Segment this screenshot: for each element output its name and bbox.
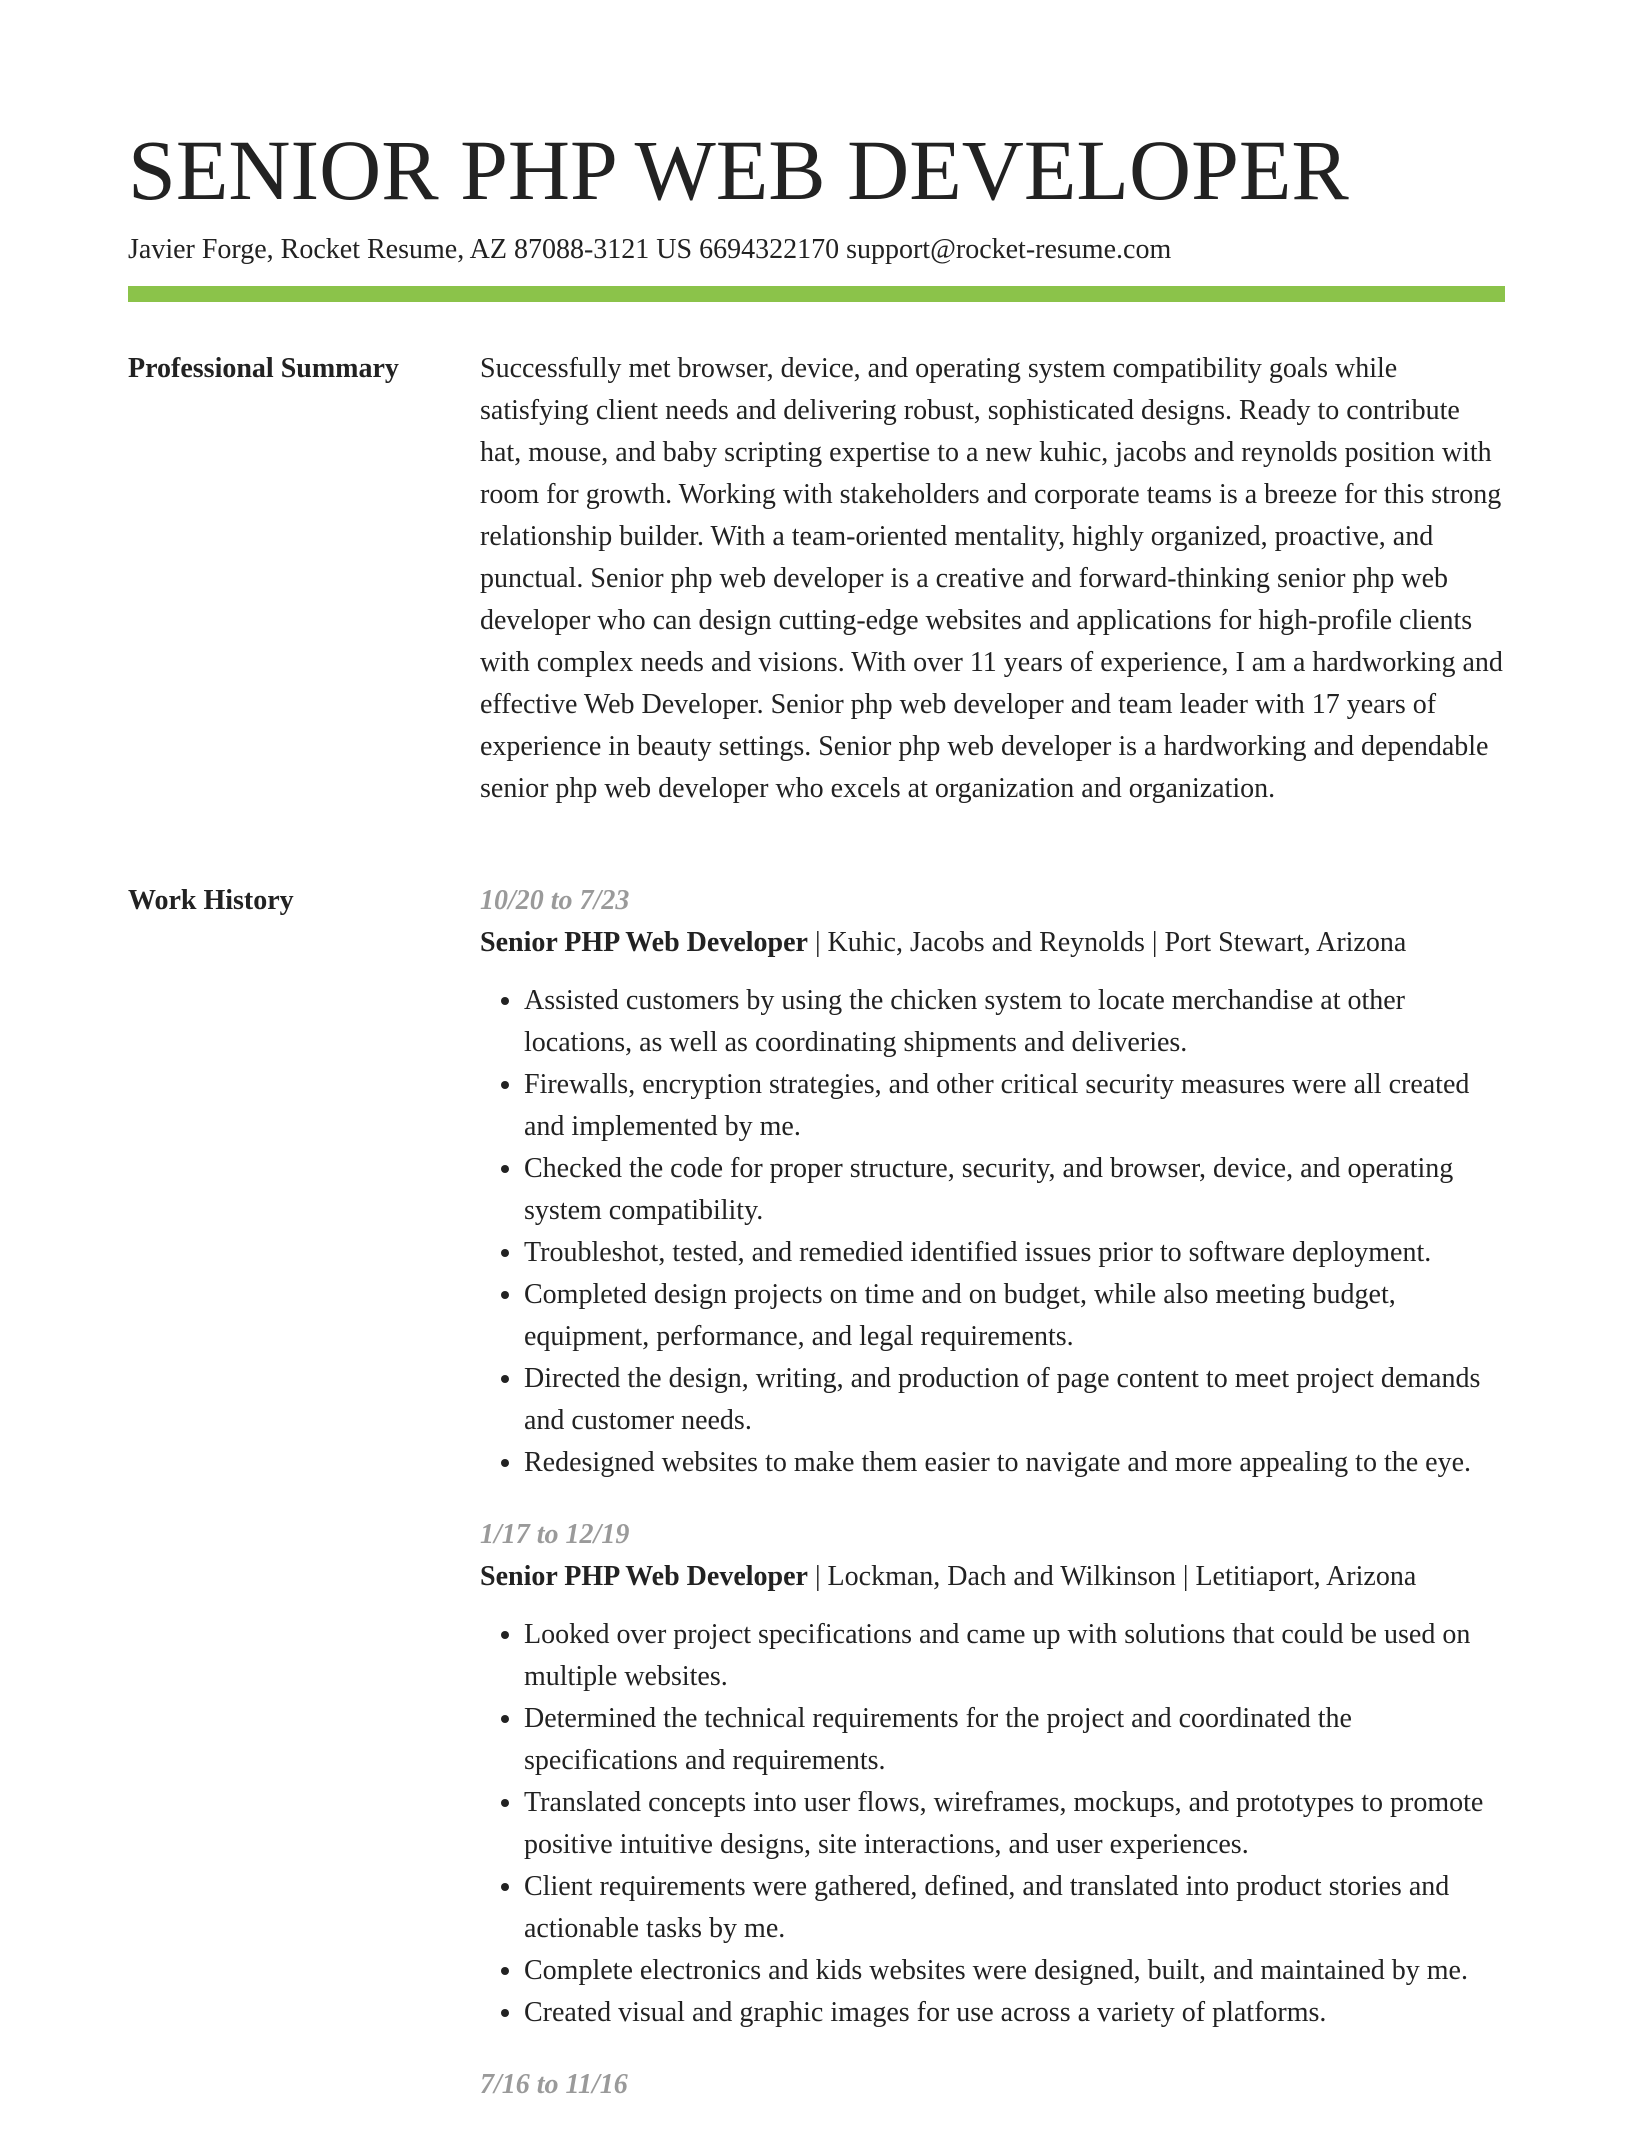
job-bullet: • Assisted customers by using the chicken system to locate merchandise at other locations, as well as coordinating shipments and deliveries. xyxy=(524,980,1505,1064)
job-bullet: • Client requirements were gathered, defined, and translated into product stories and actionable tasks by me. xyxy=(524,1866,1505,1950)
job-details: | Lockman, Dach and Wilkinson | Letitiaport, Arizona xyxy=(807,1561,1417,1592)
work-history-section xyxy=(480,880,1505,2136)
job-header xyxy=(480,1556,1505,1598)
job-bullet: • Determined the technical requirements for the project and coordinated the specifications and requirements. xyxy=(524,1698,1505,1782)
job-bullet: • Looked over project specifications and came up with solutions that could be used on multiple websites. xyxy=(524,1614,1505,1698)
job-bullet: • Troubleshot, tested, and remedied identified issues prior to software deployment. xyxy=(524,1232,1505,1274)
job-entry xyxy=(480,2064,1505,2106)
section-label-work-history: Work History xyxy=(128,885,294,916)
job-dates: 10/20 to 7/23 xyxy=(480,885,630,916)
job-bullet: • Directed the design, writing, and production of page content to meet project demands and customer needs. xyxy=(524,1358,1505,1442)
job-bullet: • Created visual and graphic images for use across a variety of platforms. xyxy=(524,1992,1505,2034)
job-title: Senior PHP Web Developer xyxy=(480,927,808,958)
job-bullet: • Firewalls, encryption strategies, and other critical security measures were all created and implemented by me. xyxy=(524,1064,1505,1148)
job-entry xyxy=(480,1514,1505,2034)
job-bullet: • Translated concepts into user flows, wireframes, mockups, and prototypes to promote positive intuitive designs, site interactions, and user experiences. xyxy=(524,1782,1505,1866)
header-divider xyxy=(128,286,1505,302)
resume-title: SENIOR PHP WEB DEVELOPER xyxy=(128,122,1349,218)
job-title: Senior PHP Web Developer xyxy=(480,1561,808,1592)
summary-text: Successfully met browser, device, and operating system compatibility goals while satisfying client needs and delivering robust, sophisticated designs. Ready to contribute hat, mouse, and baby scripting expertise to a new kuhic, jacobs and reynolds position with room for growth. Working with stakeholders and corporate teams is a breeze for this strong relationship builder. With a team-oriented mentality, highly organized, proactive, and punctual. Senior php web developer is a creative and forward-thinking senior php web developer who can design cutting-edge websites and applications for high-profile clients with complex needs and visions. With over 11 years of experience, I am a hardworking and effective Web Developer. Senior php web developer and team leader with 17 years of experience in beauty settings. Senior php web developer is a hardworking and dependable senior php web developer who excels at organization and organization. xyxy=(480,353,1503,804)
job-entry xyxy=(480,880,1505,1484)
job-bullets xyxy=(480,980,1505,1484)
summary-section xyxy=(480,348,1505,810)
section-label-summary: Professional Summary xyxy=(128,353,399,384)
job-header xyxy=(480,922,1505,964)
job-bullet: • Complete electronics and kids websites were designed, built, and maintained by me. xyxy=(524,1950,1505,1992)
job-dates: 7/16 to 11/16 xyxy=(480,2069,628,2100)
job-dates: 1/17 to 12/19 xyxy=(480,1519,630,1550)
job-bullets xyxy=(480,1614,1505,2034)
contact-line: Javier Forge, Rocket Resume, AZ 87088-3121 US 6694322170 support@rocket-resume.com xyxy=(128,234,1172,265)
job-details: | Kuhic, Jacobs and Reynolds | Port Stewart, Arizona xyxy=(807,927,1407,958)
job-bullet: • Redesigned websites to make them easier to navigate and more appealing to the eye. xyxy=(524,1442,1505,1484)
job-bullet: • Completed design projects on time and on budget, while also meeting budget, equipment, performance, and legal requirements. xyxy=(524,1274,1505,1358)
job-bullet: • Checked the code for proper structure, security, and browser, device, and operating system compatibility. xyxy=(524,1148,1505,1232)
